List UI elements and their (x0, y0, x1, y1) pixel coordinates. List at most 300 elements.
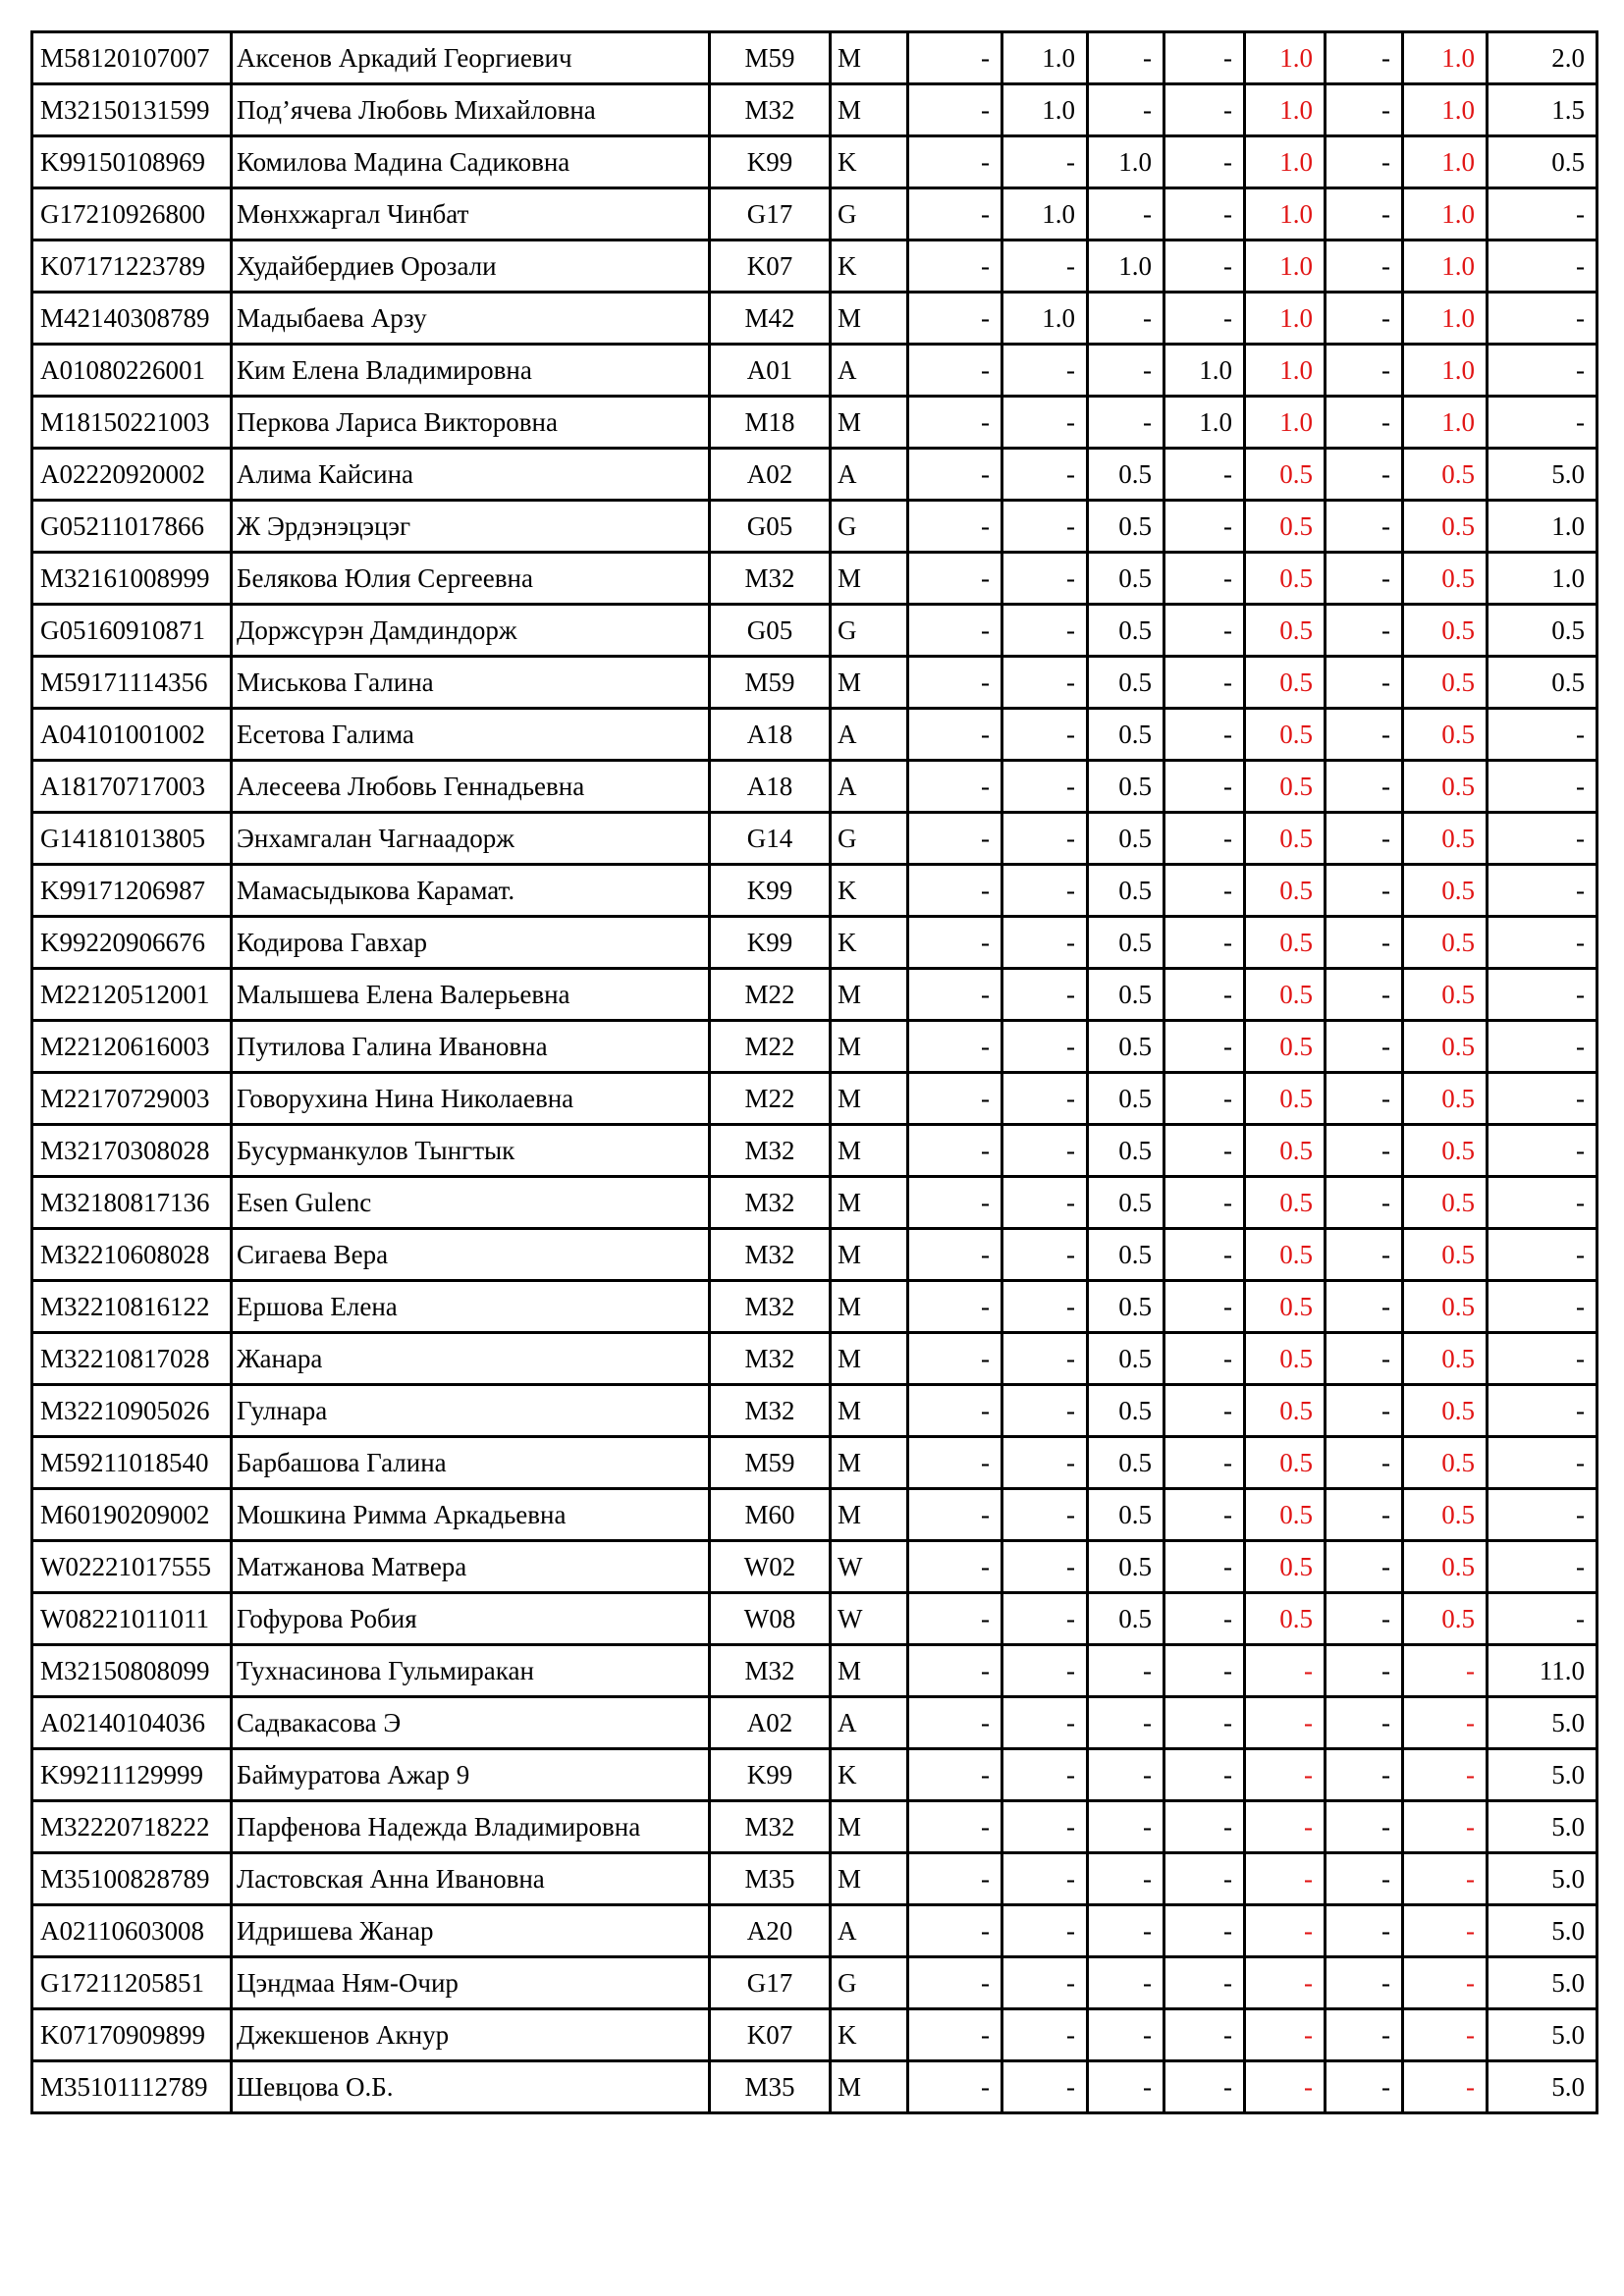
cell-id: M35100828789 (32, 1853, 232, 1905)
cell-v1: - (908, 449, 1002, 501)
cell-v5: 0.5 (1245, 761, 1326, 813)
cell-v7: 0.5 (1403, 1593, 1488, 1645)
cell-v3: 1.0 (1088, 240, 1164, 293)
cell-v3: - (1088, 84, 1164, 136)
cell-v4: - (1164, 1697, 1245, 1749)
cell-v3: 0.5 (1088, 1281, 1164, 1333)
cell-code: K99 (710, 1749, 831, 1801)
cell-v7: 0.5 (1403, 1073, 1488, 1125)
cell-v1: - (908, 1905, 1002, 1957)
cell-name: Бусурманкулов Тынгтык (232, 1125, 710, 1177)
table-row (32, 449, 1597, 501)
cell-v6: - (1326, 1073, 1403, 1125)
cell-code: A02 (710, 1697, 831, 1749)
cell-region: M (831, 1073, 908, 1125)
cell-v6: - (1326, 1905, 1403, 1957)
cell-v7: - (1403, 1957, 1488, 2009)
table-row (32, 1749, 1597, 1801)
cell-code: M22 (710, 969, 831, 1021)
cell-v2: - (1002, 1749, 1088, 1801)
cell-v7: 0.5 (1403, 1177, 1488, 1229)
cell-v3: - (1088, 2061, 1164, 2113)
cell-v5: 0.5 (1245, 1489, 1326, 1541)
table-row (32, 32, 1597, 84)
cell-v2: - (1002, 1593, 1088, 1645)
cell-v1: - (908, 293, 1002, 345)
cell-v5: 0.5 (1245, 1593, 1326, 1645)
cell-region: G (831, 188, 908, 240)
cell-v7: 0.5 (1403, 1489, 1488, 1541)
cell-v4: - (1164, 761, 1245, 813)
cell-v8: - (1488, 969, 1597, 1021)
cell-v4: - (1164, 240, 1245, 293)
cell-id: M32150131599 (32, 84, 232, 136)
cell-code: M32 (710, 84, 831, 136)
cell-code: G17 (710, 1957, 831, 2009)
cell-v2: - (1002, 1021, 1088, 1073)
cell-id: M22120512001 (32, 969, 232, 1021)
cell-v3: 0.5 (1088, 553, 1164, 605)
cell-v1: - (908, 1333, 1002, 1385)
cell-v6: - (1326, 1853, 1403, 1905)
cell-v8: - (1488, 1437, 1597, 1489)
cell-region: G (831, 1957, 908, 2009)
cell-region: M (831, 293, 908, 345)
cell-v3: 0.5 (1088, 1073, 1164, 1125)
results-sheet (30, 30, 1598, 2114)
cell-v8: - (1488, 1489, 1597, 1541)
cell-region: A (831, 345, 908, 397)
cell-v8: 5.0 (1488, 1957, 1597, 2009)
cell-v8: - (1488, 865, 1597, 917)
cell-id: K99211129999 (32, 1749, 232, 1801)
cell-name: Гулнара (232, 1385, 710, 1437)
cell-v8: 5.0 (1488, 1853, 1597, 1905)
cell-v6: - (1326, 345, 1403, 397)
cell-id: G05211017866 (32, 501, 232, 553)
cell-v5: 0.5 (1245, 917, 1326, 969)
cell-code: M59 (710, 657, 831, 709)
cell-v6: - (1326, 1333, 1403, 1385)
cell-v8: 2.0 (1488, 32, 1597, 84)
cell-v6: - (1326, 1801, 1403, 1853)
cell-region: M (831, 1489, 908, 1541)
cell-region: M (831, 1333, 908, 1385)
cell-id: M22170729003 (32, 1073, 232, 1125)
cell-v7: 1.0 (1403, 397, 1488, 449)
cell-region: M (831, 1853, 908, 1905)
cell-v7: 0.5 (1403, 1229, 1488, 1281)
cell-v2: - (1002, 969, 1088, 1021)
cell-v1: - (908, 32, 1002, 84)
cell-v4: - (1164, 1073, 1245, 1125)
cell-v6: - (1326, 1697, 1403, 1749)
cell-v3: 0.5 (1088, 709, 1164, 761)
cell-code: M59 (710, 32, 831, 84)
cell-v4: - (1164, 1853, 1245, 1905)
cell-name: Алесеева Любовь Геннадьевна (232, 761, 710, 813)
cell-v8: 1.0 (1488, 553, 1597, 605)
cell-region: G (831, 813, 908, 865)
cell-v3: 0.5 (1088, 969, 1164, 1021)
cell-v8: 5.0 (1488, 2061, 1597, 2113)
table-row (32, 1177, 1597, 1229)
cell-v3: 0.5 (1088, 1125, 1164, 1177)
cell-v2: - (1002, 813, 1088, 865)
table-row (32, 1281, 1597, 1333)
cell-v8: - (1488, 345, 1597, 397)
table-row (32, 1229, 1597, 1281)
cell-v6: - (1326, 293, 1403, 345)
cell-v7: 0.5 (1403, 813, 1488, 865)
cell-v7: 0.5 (1403, 1281, 1488, 1333)
cell-code: M60 (710, 1489, 831, 1541)
cell-code: G17 (710, 188, 831, 240)
cell-name: Мадыбаева Арзу (232, 293, 710, 345)
cell-name: Мошкина Римма Аркадьевна (232, 1489, 710, 1541)
cell-v8: - (1488, 240, 1597, 293)
cell-code: M32 (710, 1177, 831, 1229)
cell-v7: 0.5 (1403, 1385, 1488, 1437)
cell-id: M58120107007 (32, 32, 232, 84)
cell-name: Есетова Галима (232, 709, 710, 761)
cell-v5: - (1245, 1801, 1326, 1853)
cell-v1: - (908, 709, 1002, 761)
cell-region: W (831, 1541, 908, 1593)
cell-v3: 0.5 (1088, 1593, 1164, 1645)
cell-v2: - (1002, 657, 1088, 709)
cell-region: M (831, 1125, 908, 1177)
cell-v5: 0.5 (1245, 1385, 1326, 1437)
cell-v7: 0.5 (1403, 553, 1488, 605)
cell-v5: 0.5 (1245, 605, 1326, 657)
cell-id: K99220906676 (32, 917, 232, 969)
cell-id: M35101112789 (32, 2061, 232, 2113)
cell-id: M32210816122 (32, 1281, 232, 1333)
cell-v1: - (908, 397, 1002, 449)
cell-v1: - (908, 501, 1002, 553)
table-row (32, 761, 1597, 813)
cell-id: A02140104036 (32, 1697, 232, 1749)
cell-v6: - (1326, 1229, 1403, 1281)
cell-v3: - (1088, 1645, 1164, 1697)
cell-v8: - (1488, 1021, 1597, 1073)
cell-v7: - (1403, 2009, 1488, 2061)
cell-v7: - (1403, 1749, 1488, 1801)
cell-v6: - (1326, 1437, 1403, 1489)
cell-v3: 0.5 (1088, 1385, 1164, 1437)
cell-name: Джекшенов Акнур (232, 2009, 710, 2061)
cell-name: Под’ячева Любовь Михайловна (232, 84, 710, 136)
cell-v6: - (1326, 1021, 1403, 1073)
cell-v6: - (1326, 1749, 1403, 1801)
cell-v5: 1.0 (1245, 397, 1326, 449)
cell-name: Комилова Мадина Садиковна (232, 136, 710, 188)
cell-v3: 0.5 (1088, 761, 1164, 813)
cell-v4: - (1164, 1801, 1245, 1853)
cell-region: G (831, 605, 908, 657)
cell-region: M (831, 1021, 908, 1073)
cell-v5: 0.5 (1245, 657, 1326, 709)
cell-name: Миськова Галина (232, 657, 710, 709)
cell-v2: - (1002, 605, 1088, 657)
cell-name: Гофурова Робия (232, 1593, 710, 1645)
cell-v2: - (1002, 553, 1088, 605)
cell-v3: - (1088, 1905, 1164, 1957)
cell-v5: - (1245, 1645, 1326, 1697)
cell-name: Esen Gulenc (232, 1177, 710, 1229)
cell-region: M (831, 84, 908, 136)
cell-v6: - (1326, 1385, 1403, 1437)
cell-v8: 0.5 (1488, 657, 1597, 709)
cell-v6: - (1326, 84, 1403, 136)
cell-v5: 0.5 (1245, 501, 1326, 553)
cell-v7: - (1403, 1853, 1488, 1905)
cell-v3: 0.5 (1088, 1541, 1164, 1593)
cell-v5: 0.5 (1245, 969, 1326, 1021)
cell-name: Барбашова Галина (232, 1437, 710, 1489)
cell-id: M59211018540 (32, 1437, 232, 1489)
cell-region: A (831, 761, 908, 813)
cell-v3: 0.5 (1088, 1437, 1164, 1489)
cell-id: M18150221003 (32, 397, 232, 449)
cell-v7: 0.5 (1403, 865, 1488, 917)
cell-name: Цэндмаа Ням-Очир (232, 1957, 710, 2009)
cell-v3: 0.5 (1088, 865, 1164, 917)
cell-id: A18170717003 (32, 761, 232, 813)
cell-code: M22 (710, 1021, 831, 1073)
cell-code: W02 (710, 1541, 831, 1593)
cell-v4: - (1164, 1385, 1245, 1437)
cell-v2: - (1002, 397, 1088, 449)
cell-v5: - (1245, 1749, 1326, 1801)
cell-v2: 1.0 (1002, 188, 1088, 240)
table-row (32, 1645, 1597, 1697)
cell-v4: - (1164, 969, 1245, 1021)
cell-v2: - (1002, 761, 1088, 813)
cell-v1: - (908, 1125, 1002, 1177)
cell-v2: - (1002, 1229, 1088, 1281)
cell-code: M32 (710, 1801, 831, 1853)
cell-region: W (831, 1593, 908, 1645)
table-row (32, 1385, 1597, 1437)
table-row (32, 553, 1597, 605)
cell-v2: - (1002, 1073, 1088, 1125)
cell-v8: - (1488, 397, 1597, 449)
cell-v8: - (1488, 1229, 1597, 1281)
cell-v4: - (1164, 709, 1245, 761)
cell-region: M (831, 397, 908, 449)
cell-v7: 0.5 (1403, 917, 1488, 969)
cell-v7: 0.5 (1403, 1333, 1488, 1385)
cell-v4: - (1164, 813, 1245, 865)
cell-v7: - (1403, 1645, 1488, 1697)
cell-v3: 0.5 (1088, 1489, 1164, 1541)
cell-name: Белякова Юлия Сергеевна (232, 553, 710, 605)
cell-v3: - (1088, 188, 1164, 240)
cell-region: M (831, 657, 908, 709)
table-row (32, 917, 1597, 969)
cell-id: M32220718222 (32, 1801, 232, 1853)
cell-v1: - (908, 1957, 1002, 2009)
cell-v1: - (908, 84, 1002, 136)
cell-v1: - (908, 553, 1002, 605)
cell-v5: 0.5 (1245, 1125, 1326, 1177)
cell-v4: - (1164, 1437, 1245, 1489)
cell-id: K99171206987 (32, 865, 232, 917)
cell-v6: - (1326, 657, 1403, 709)
cell-v8: - (1488, 1125, 1597, 1177)
cell-v6: - (1326, 188, 1403, 240)
cell-region: K (831, 136, 908, 188)
cell-id: M32161008999 (32, 553, 232, 605)
cell-v3: - (1088, 32, 1164, 84)
cell-v6: - (1326, 1125, 1403, 1177)
cell-v3: - (1088, 293, 1164, 345)
cell-v2: - (1002, 1801, 1088, 1853)
cell-v7: 1.0 (1403, 188, 1488, 240)
cell-name: Ластовская Анна Ивановна (232, 1853, 710, 1905)
cell-v5: 0.5 (1245, 1437, 1326, 1489)
cell-region: A (831, 449, 908, 501)
cell-v6: - (1326, 1541, 1403, 1593)
cell-id: M32210905026 (32, 1385, 232, 1437)
table-row (32, 397, 1597, 449)
cell-id: A04101001002 (32, 709, 232, 761)
cell-v8: 5.0 (1488, 1801, 1597, 1853)
cell-code: K07 (710, 2009, 831, 2061)
cell-region: M (831, 1437, 908, 1489)
cell-v5: 0.5 (1245, 449, 1326, 501)
cell-id: M60190209002 (32, 1489, 232, 1541)
cell-id: M42140308789 (32, 293, 232, 345)
cell-v6: - (1326, 1957, 1403, 2009)
cell-v4: - (1164, 1593, 1245, 1645)
cell-v4: - (1164, 553, 1245, 605)
cell-region: A (831, 709, 908, 761)
table-row (32, 1697, 1597, 1749)
cell-v1: - (908, 2009, 1002, 2061)
cell-code: A20 (710, 1905, 831, 1957)
cell-region: K (831, 1749, 908, 1801)
cell-region: K (831, 917, 908, 969)
cell-v7: 0.5 (1403, 761, 1488, 813)
cell-v8: 5.0 (1488, 1905, 1597, 1957)
cell-v6: - (1326, 32, 1403, 84)
cell-v4: - (1164, 605, 1245, 657)
cell-code: M32 (710, 1281, 831, 1333)
cell-v2: - (1002, 1905, 1088, 1957)
cell-region: M (831, 32, 908, 84)
cell-v5: 0.5 (1245, 865, 1326, 917)
cell-v4: - (1164, 32, 1245, 84)
cell-id: A01080226001 (32, 345, 232, 397)
cell-v3: - (1088, 1749, 1164, 1801)
cell-id: M32150808099 (32, 1645, 232, 1697)
cell-id: G17210926800 (32, 188, 232, 240)
cell-v8: 0.5 (1488, 136, 1597, 188)
cell-v3: 1.0 (1088, 136, 1164, 188)
cell-name: Ким Елена Владимировна (232, 345, 710, 397)
cell-v1: - (908, 1437, 1002, 1489)
cell-id: G05160910871 (32, 605, 232, 657)
cell-v3: 0.5 (1088, 1229, 1164, 1281)
cell-name: Худайбердиев Орозали (232, 240, 710, 293)
cell-region: A (831, 1697, 908, 1749)
cell-name: Идришева Жанар (232, 1905, 710, 1957)
cell-v4: - (1164, 188, 1245, 240)
cell-v4: - (1164, 2009, 1245, 2061)
cell-v3: 0.5 (1088, 813, 1164, 865)
cell-v4: - (1164, 1229, 1245, 1281)
cell-v2: 1.0 (1002, 32, 1088, 84)
cell-name: Перкова Лариса Викторовна (232, 397, 710, 449)
cell-v5: - (1245, 1853, 1326, 1905)
cell-v4: - (1164, 1957, 1245, 2009)
cell-id: K99150108969 (32, 136, 232, 188)
cell-v2: - (1002, 1541, 1088, 1593)
cell-v8: - (1488, 1177, 1597, 1229)
table-row (32, 1957, 1597, 2009)
cell-region: K (831, 865, 908, 917)
cell-id: M32210817028 (32, 1333, 232, 1385)
cell-code: M32 (710, 1229, 831, 1281)
cell-region: A (831, 1905, 908, 1957)
cell-id: G17211205851 (32, 1957, 232, 2009)
cell-v1: - (908, 1229, 1002, 1281)
table-row (32, 865, 1597, 917)
cell-v7: 1.0 (1403, 84, 1488, 136)
table-row (32, 1125, 1597, 1177)
cell-v5: - (1245, 1697, 1326, 1749)
table-row (32, 136, 1597, 188)
cell-v6: - (1326, 865, 1403, 917)
cell-code: A18 (710, 709, 831, 761)
cell-v4: - (1164, 865, 1245, 917)
cell-v1: - (908, 1541, 1002, 1593)
cell-v2: - (1002, 136, 1088, 188)
cell-v1: - (908, 1021, 1002, 1073)
cell-name: Тухнасинова Гульмиракан (232, 1645, 710, 1697)
cell-v4: - (1164, 293, 1245, 345)
cell-id: M32210608028 (32, 1229, 232, 1281)
cell-v5: - (1245, 2009, 1326, 2061)
cell-v2: - (1002, 1645, 1088, 1697)
cell-v5: 1.0 (1245, 188, 1326, 240)
cell-region: M (831, 1801, 908, 1853)
cell-v6: - (1326, 397, 1403, 449)
cell-code: M32 (710, 1385, 831, 1437)
cell-code: M18 (710, 397, 831, 449)
cell-code: M32 (710, 1645, 831, 1697)
table-row (32, 2061, 1597, 2113)
cell-v4: - (1164, 1333, 1245, 1385)
cell-v8: 1.5 (1488, 84, 1597, 136)
cell-v3: - (1088, 1853, 1164, 1905)
cell-name: Сигаева Вера (232, 1229, 710, 1281)
cell-v2: - (1002, 2061, 1088, 2113)
cell-v7: - (1403, 1697, 1488, 1749)
cell-v7: - (1403, 1801, 1488, 1853)
table-row (32, 1333, 1597, 1385)
cell-code: M42 (710, 293, 831, 345)
cell-v2: 1.0 (1002, 293, 1088, 345)
cell-v2: - (1002, 240, 1088, 293)
cell-name: Матжанова Матвера (232, 1541, 710, 1593)
cell-name: Доржсүрэн Дамдиндорж (232, 605, 710, 657)
cell-v8: - (1488, 1333, 1597, 1385)
cell-region: M (831, 1645, 908, 1697)
